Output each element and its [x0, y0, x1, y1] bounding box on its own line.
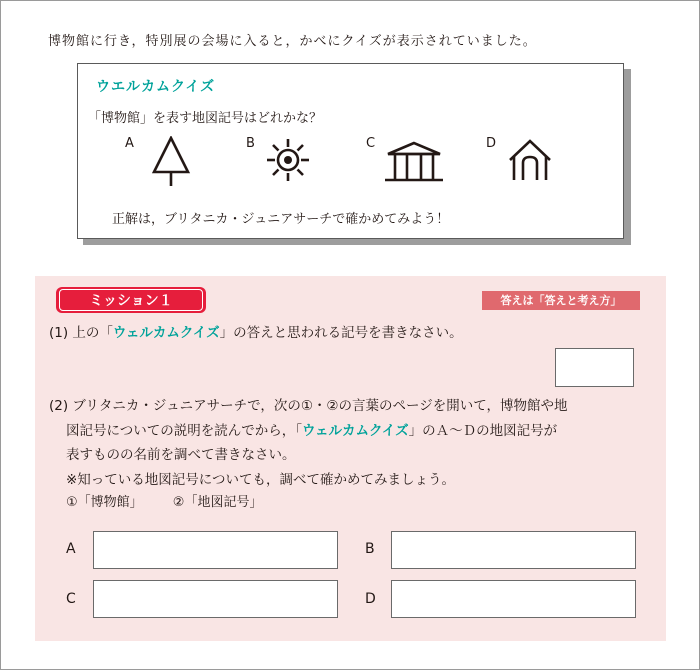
question-1-pre: (1) 上の「 [49, 325, 113, 341]
option-d-letter: D [486, 136, 497, 151]
option-c-letter: C [366, 136, 376, 151]
mission-badge-label: ミッション１ [89, 293, 173, 309]
question-2 [49, 394, 659, 492]
intro-text: 博物館に行き，特別展の会場に入ると，かべにクイズが表示されていました。 [48, 34, 537, 49]
question-2-line-2-pre: 図記号についての説明を読んでから，「 [66, 422, 302, 439]
question-1-post: 」の答えと思われる記号を書きなさい。 [219, 325, 463, 341]
mission-badge [56, 287, 206, 313]
answer-a-box[interactable] [93, 531, 338, 569]
question-2-highlight: ウェルカムクイズ [301, 422, 409, 439]
quiz-panel [77, 63, 624, 239]
option-a-letter: A [125, 136, 134, 151]
option-b-letter: B [246, 136, 255, 151]
museum-icon [383, 140, 445, 184]
tree-icon [151, 136, 191, 188]
sun-gear-icon [265, 137, 311, 183]
answer-b-label: B [365, 541, 375, 557]
reference-words [66, 491, 288, 510]
quiz-title: ウエルカムクイズ [96, 79, 216, 95]
answer-reference-tag: 答えは「答えと考え方」 [482, 291, 640, 310]
question-2-line-1: (2) ブリタニカ・ジュニアサーチで，次の①・②の言葉のページを開いて，博物館や地 [49, 398, 568, 414]
reference-word-2: ②「地図記号」 [172, 495, 263, 510]
question-1-highlight: ウェルカムクイズ [112, 325, 220, 341]
answer-b-box[interactable] [391, 531, 636, 569]
question-1 [49, 321, 463, 341]
mission-panel [35, 276, 666, 641]
answer-c-label: C [66, 591, 76, 607]
reference-word-1: ①「博物館」 [66, 495, 143, 510]
quiz-hint: 正解は，ブリタニカ・ジュニアサーチで確かめてみよう！ [112, 212, 450, 227]
question-1-answer-box[interactable] [555, 348, 634, 387]
question-2-line-2 [49, 419, 659, 444]
answer-a-label: A [66, 541, 76, 557]
house-icon [506, 138, 554, 184]
answer-c-box[interactable] [93, 580, 338, 618]
question-2-line-3: 表すものの名前を調べて書きなさい。 [66, 447, 296, 463]
question-2-line-2-post: 」のＡ～Ｄの地図記号が [408, 422, 558, 439]
answer-d-label: D [365, 591, 376, 607]
answer-d-box[interactable] [391, 580, 636, 618]
question-2-note: ※知っている地図記号についても，調べて確かめてみましょう。 [66, 471, 456, 488]
quiz-question: 「博物館」を表す地図記号はどれかな？ [88, 111, 323, 126]
